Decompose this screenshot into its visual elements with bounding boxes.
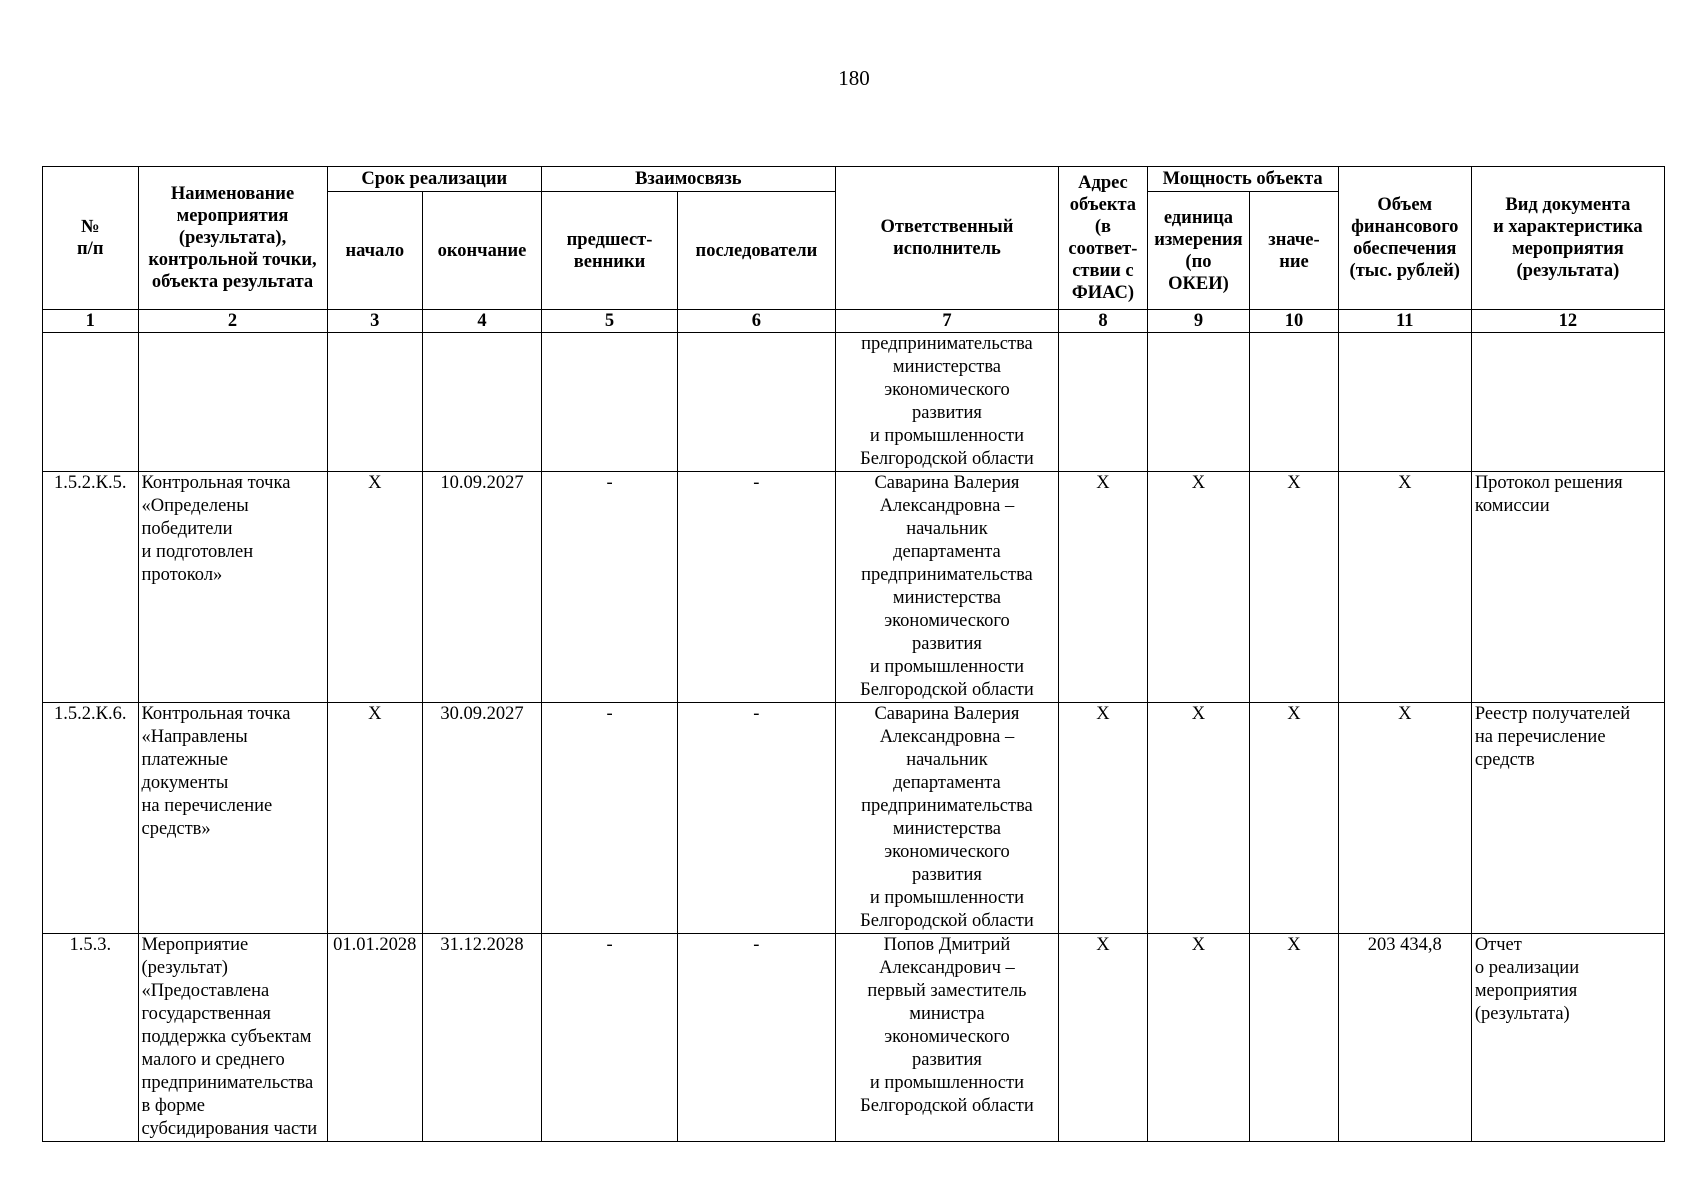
header-value: значе- ние xyxy=(1250,192,1338,310)
header-predecessors: предшест- венники xyxy=(541,192,677,310)
header-finance: Объем финансового обеспечения (тыс. рублей) xyxy=(1338,167,1471,310)
cell-unit xyxy=(1147,333,1250,472)
cell-finance xyxy=(1338,333,1471,472)
cell-end: 31.12.2028 xyxy=(423,934,542,1142)
cell-start: X xyxy=(327,472,423,703)
cell-address: X xyxy=(1059,472,1147,703)
cell-predecessors: - xyxy=(541,934,677,1142)
cell-predecessors xyxy=(541,333,677,472)
cell-value xyxy=(1250,333,1338,472)
table-header xyxy=(43,167,1665,333)
cell-unit: X xyxy=(1147,472,1250,703)
cell-start: X xyxy=(327,703,423,934)
cell-end: 10.09.2027 xyxy=(423,472,542,703)
table-row xyxy=(43,934,1665,1142)
page-number: 180 xyxy=(838,66,870,90)
header-end: окончание xyxy=(423,192,542,310)
cell-finance: 203 434,8 xyxy=(1338,934,1471,1142)
header-responsible: Ответственный исполнитель xyxy=(835,167,1059,310)
cell-number: 1.5.2.К.6. xyxy=(43,703,139,934)
header-document: Вид документа и характеристика мероприятия (результата) xyxy=(1471,167,1664,310)
cell-end xyxy=(423,333,542,472)
header-group-capacity: Мощность объекта xyxy=(1147,167,1338,192)
cell-document: Отчет о реализации мероприятия (результата) xyxy=(1471,934,1664,1142)
column-number: 2 xyxy=(138,310,327,333)
cell-number: 1.5.2.К.5. xyxy=(43,472,139,703)
header-successors: последователи xyxy=(678,192,836,310)
cell-end: 30.09.2027 xyxy=(423,703,542,934)
cell-value: X xyxy=(1250,703,1338,934)
cell-predecessors: - xyxy=(541,703,677,934)
header-name: Наименование мероприятия (результата), контрольной точки, объекта результата xyxy=(138,167,327,310)
header-unit: единица измерения (по ОКЕИ) xyxy=(1147,192,1250,310)
cell-document: Протокол решения комиссии xyxy=(1471,472,1664,703)
column-number: 8 xyxy=(1059,310,1147,333)
cell-name: Контрольная точка «Направлены платежные документы на перечисление средств» xyxy=(138,703,327,934)
cell-start xyxy=(327,333,423,472)
column-number: 1 xyxy=(43,310,139,333)
cell-value: X xyxy=(1250,934,1338,1142)
header-address: Адрес объекта (в соответ- ствии с ФИАС) xyxy=(1059,167,1147,310)
column-number: 10 xyxy=(1250,310,1338,333)
cell-responsible: Саварина Валерия Александровна – начальник департамента предпринимательства министерства экономического развития и промышленности Белгородской области xyxy=(835,472,1059,703)
cell-finance: X xyxy=(1338,703,1471,934)
events-table xyxy=(42,166,1665,1142)
cell-address xyxy=(1059,333,1147,472)
cell-document: Реестр получателей на перечисление средств xyxy=(1471,703,1664,934)
cell-address: X xyxy=(1059,934,1147,1142)
cell-value: X xyxy=(1250,472,1338,703)
table-row xyxy=(43,703,1665,934)
header-group-link: Взаимосвязь xyxy=(541,167,835,192)
column-number: 11 xyxy=(1338,310,1471,333)
cell-name: Контрольная точка «Определены победители и подготовлен протокол» xyxy=(138,472,327,703)
cell-start: 01.01.2028 xyxy=(327,934,423,1142)
header-number: № п/п xyxy=(43,167,139,310)
cell-successors: - xyxy=(678,472,836,703)
cell-address: X xyxy=(1059,703,1147,934)
column-number: 6 xyxy=(678,310,836,333)
cell-successors xyxy=(678,333,836,472)
column-number-row xyxy=(43,310,1665,333)
cell-responsible: Попов Дмитрий Александрович – первый заместитель министра экономического развития и промышленности Белгородской области xyxy=(835,934,1059,1142)
cell-document xyxy=(1471,333,1664,472)
table-body xyxy=(43,333,1665,1142)
table-row xyxy=(43,333,1665,472)
column-number: 12 xyxy=(1471,310,1664,333)
cell-successors: - xyxy=(678,934,836,1142)
cell-responsible: Саварина Валерия Александровна – начальник департамента предпринимательства министерства экономического развития и промышленности Белгородской области xyxy=(835,703,1059,934)
column-number: 7 xyxy=(835,310,1059,333)
cell-name: Мероприятие (результат) «Предоставлена государственная поддержка субъектам малого и среднего предпринимательства в форме субсидирования части xyxy=(138,934,327,1142)
cell-name xyxy=(138,333,327,472)
cell-number xyxy=(43,333,139,472)
cell-unit: X xyxy=(1147,703,1250,934)
column-number: 4 xyxy=(423,310,542,333)
column-number: 5 xyxy=(541,310,677,333)
cell-finance: X xyxy=(1338,472,1471,703)
cell-successors: - xyxy=(678,703,836,934)
header-group-term: Срок реализации xyxy=(327,167,541,192)
header-start: начало xyxy=(327,192,423,310)
events-table-container xyxy=(42,166,1665,1142)
cell-predecessors: - xyxy=(541,472,677,703)
cell-unit: X xyxy=(1147,934,1250,1142)
cell-responsible: предпринимательства министерства экономического развития и промышленности Белгородской области xyxy=(835,333,1059,472)
table-row xyxy=(43,472,1665,703)
column-number: 9 xyxy=(1147,310,1250,333)
column-number: 3 xyxy=(327,310,423,333)
cell-number: 1.5.3. xyxy=(43,934,139,1142)
